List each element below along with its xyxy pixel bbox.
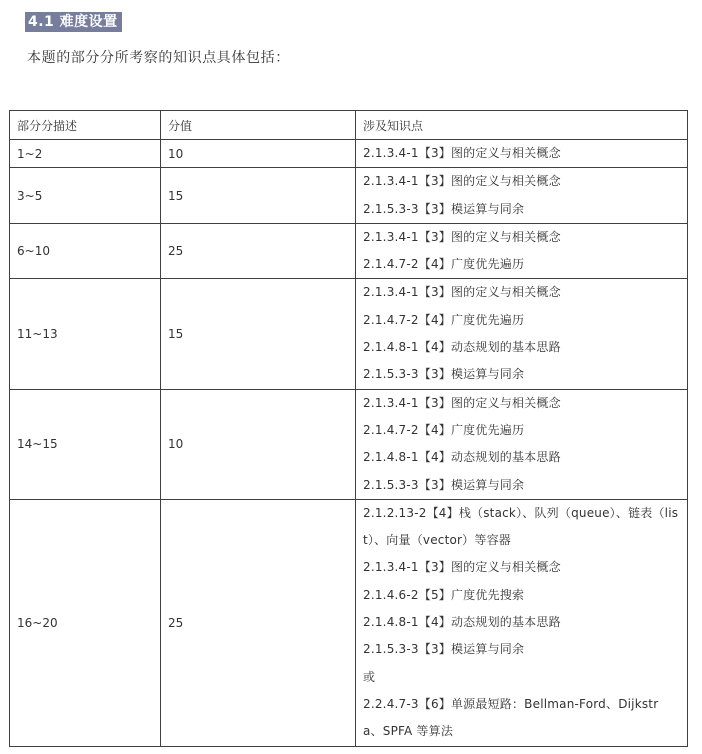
knowledge-point: 2.1.3.4-1【3】图的定义与相关概念 [363,285,561,300]
score-cell: 25 [161,223,356,279]
section-heading: 4.1 难度设置 [25,12,122,32]
knowledge-point: 2.1.4.8-1【4】动态规划的基本思路 [363,615,561,630]
knowledge-point: 2.1.2.13-2【4】栈（stack）、队列（queue）、链表（lis [363,505,679,520]
knowledge-points-cell [356,499,688,746]
header-points: 涉及知识点 [356,111,688,140]
knowledge-points-cell [356,140,688,168]
table-row [10,168,688,224]
knowledge-point: 2.1.4.7-2【4】广度优先遍历 [363,257,525,272]
knowledge-point: 2.1.3.4-1【3】图的定义与相关概念 [363,229,561,244]
range-cell: 6~10 [10,223,161,279]
table-row [10,389,688,499]
knowledge-point: 2.1.4.7-2【4】广度优先遍历 [363,312,525,327]
range-cell: 3~5 [10,168,161,224]
knowledge-point: 或 [363,669,376,684]
table-row [10,140,688,168]
score-cell: 15 [161,279,356,389]
knowledge-point: a、SPFA 等算法 [363,724,454,739]
knowledge-point: 2.1.4.8-1【4】动态规划的基本思路 [363,340,561,355]
knowledge-point: 2.1.4.7-2【4】广度优先遍历 [363,422,525,437]
table-body [10,111,688,747]
knowledge-point: 2.1.5.3-3【3】模运算与同余 [363,642,525,657]
score-cell: 25 [161,499,356,746]
knowledge-point: 2.1.5.3-3【3】模运算与同余 [363,367,525,382]
knowledge-point: 2.1.3.4-1【3】图的定义与相关概念 [363,146,561,160]
score-cell: 10 [161,140,356,168]
range-cell: 1~2 [10,140,161,168]
table-row [10,279,688,389]
header-score: 分值 [161,111,356,140]
header-range: 部分分描述 [10,111,161,140]
knowledge-point: 2.1.4.6-2【5】广度优先搜索 [363,587,525,602]
table-row [10,223,688,279]
table-header-row [10,111,688,140]
knowledge-point: 2.1.3.4-1【3】图的定义与相关概念 [363,174,561,189]
knowledge-point-table [9,110,688,747]
knowledge-point: 2.2.4.7-3【6】单源最短路：Bellman-Ford、Dijkstr [363,696,659,711]
table-row [10,499,688,746]
knowledge-point: 2.1.3.4-1【3】图的定义与相关概念 [363,560,561,575]
range-cell: 14~15 [10,389,161,499]
intro-text: 本题的部分分所考察的知识点具体包括： [27,50,290,66]
knowledge-points-cell [356,168,688,224]
range-cell: 16~20 [10,499,161,746]
knowledge-points-cell [356,223,688,279]
knowledge-point: 2.1.4.8-1【4】动态规划的基本思路 [363,450,561,465]
knowledge-point: 2.1.3.4-1【3】图的定义与相关概念 [363,395,561,410]
knowledge-points-cell [356,389,688,499]
range-cell: 11~13 [10,279,161,389]
knowledge-point: 2.1.5.3-3【3】模运算与同余 [363,201,525,216]
knowledge-points-cell [356,279,688,389]
knowledge-point: t）、向量（vector）等容器 [363,533,511,548]
score-cell: 15 [161,168,356,224]
score-cell: 10 [161,389,356,499]
knowledge-point: 2.1.5.3-3【3】模运算与同余 [363,477,525,492]
